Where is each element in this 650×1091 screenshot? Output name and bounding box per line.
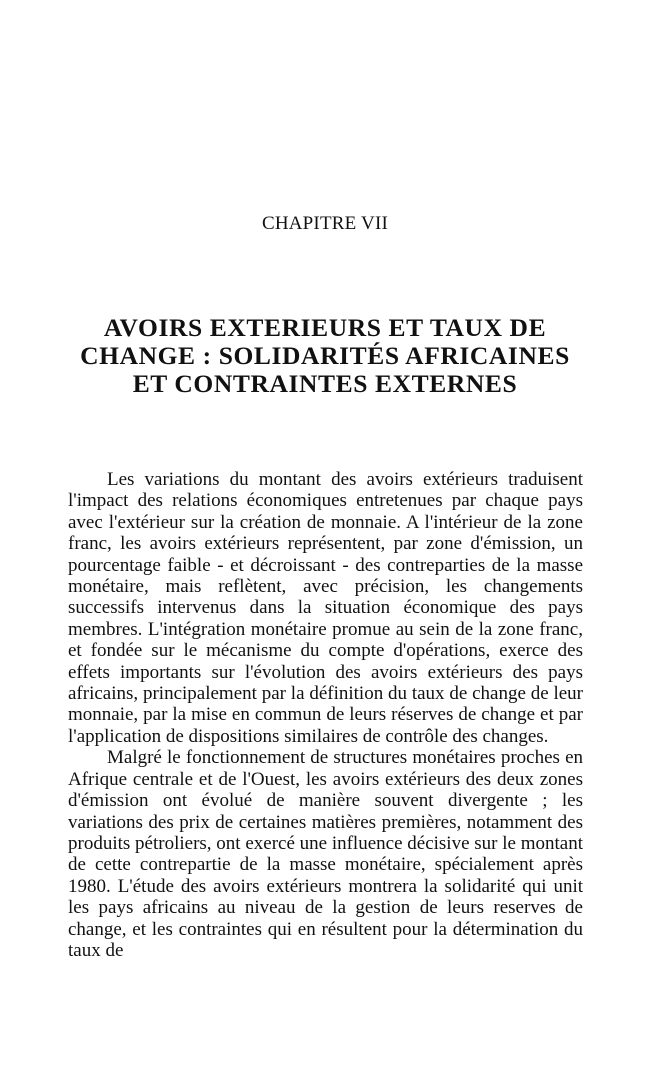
chapter-label: CHAPITRE VII bbox=[261, 213, 389, 234]
paragraph: Les variations du montant des avoirs extérieurs traduisent l'impact des relations économiques entretenues par chaque pays avec l'extérieur sur la création de monnaie. A l'intérieur de la zone franc, les avoirs extérieurs représentent, par zone d'émission, un pourcentage faible - et décroissant - des contreparties de la masse monétaire, mais reflètent, avec précision, les changements successifs intervenus dans la situation économique des pays membres. L'intégration monétaire promue au sein de la zone franc, et fondée sur le mécanisme du compte d'opérations, exerce des effets importants sur l'évolution des avoirs extérieurs des pays africains, principalement par la définition du taux de change de leur monnaie, par la mise en commun de leurs réserves de change et par l'application de dispositions similaires de contrôle des changes. bbox=[68, 469, 583, 747]
chapter-title-line: CHANGE : SOLIDARITÉS AFRICAINES bbox=[80, 341, 570, 370]
chapter-title-line: ET CONTRAINTES EXTERNES bbox=[132, 369, 518, 398]
body-text bbox=[68, 469, 583, 961]
chapter-title-line: AVOIRS EXTERIEURS ET TAUX DE bbox=[103, 313, 547, 342]
chapter-title bbox=[40, 314, 610, 398]
paragraph: Malgré le fonctionnement de structures monétaires proches en Afrique centrale et de l'Ouest, les avoirs extérieurs des deux zones d'émission ont évolué de manière souvent divergente ; les variations des prix de certaines matières premières, notamment des produits pétroliers, ont exercé une influence décisive sur le montant de cette contrepartie de la masse monétaire, spécialement après 1980. L'étude des avoirs extérieurs montrera la solidarité qui unit les pays africains au niveau de la gestion de leurs reserves de change, et les contraintes qui en résultent pour la détermination du taux de bbox=[68, 747, 583, 961]
